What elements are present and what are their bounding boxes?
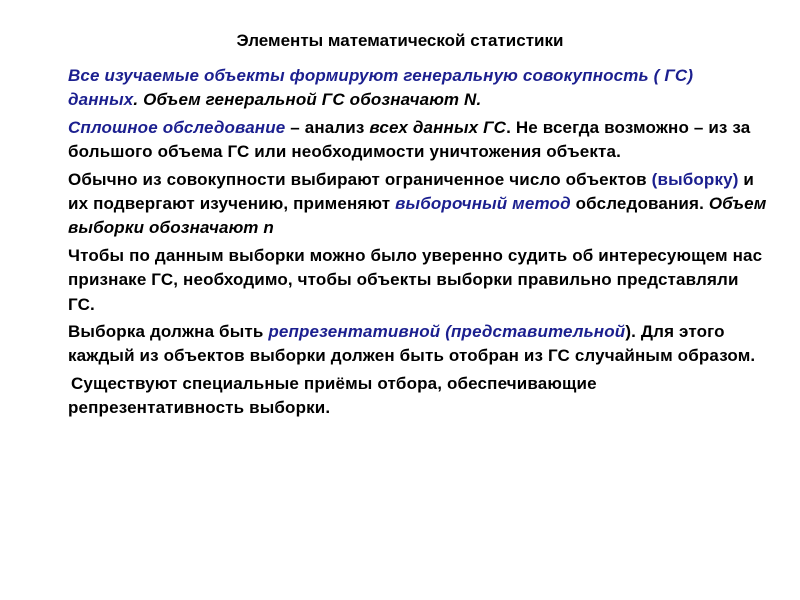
sampling-method-term: выборочный метод [395,194,571,214]
sample-volume: Объем выборки обозначают n [68,194,767,238]
full-survey-all-data: всех данных ГС [369,117,507,137]
full-survey-dash: – анализ [285,117,370,137]
paragraph-representative [68,320,768,369]
representative-random: ). Для этого каждый из объектов выборки должен быть отобран из ГС случайным образом. [68,322,756,366]
paragraph-sampling [68,168,768,241]
sample-term: (выборку) [651,169,739,189]
paragraph-sample-judgement: Чтобы по данным выборки можно было уверенно судить об интересующем нас признаке ГС, необходимо, чтобы объекты выборки правильно представляли ГС. [68,245,763,314]
sampling-intro: Обычно из совокупности выбирают ограниченное число объектов [68,169,652,189]
paragraph-general-population [68,64,768,113]
paragraph-selection-methods: Существуют специальные приёмы отбора, обеспечивающие репрезентативность выборки. [68,373,597,418]
sampling-survey: обследования. [570,194,709,214]
document-body [68,64,768,421]
general-population-volume: . Объем генеральной ГС обозначают N. [133,90,482,110]
representative-term: репрезентативной (представительной [268,322,626,342]
full-survey-term: Сплошное обследование [68,117,286,137]
sampling-study: и их подвергают изучению, применяют [68,169,755,214]
full-survey-limitation: . Не всегда возможно – из за большого объема ГС или необходимости уничтожения объекта. [68,117,751,162]
representative-intro: Выборка должна быть [68,322,269,342]
page-title: Элементы математической статистики [236,31,564,50]
paragraph-full-survey [68,116,768,165]
general-population-definition: Все изучаемые объекты формируют генеральную совокупность ( ГС) данных [68,66,694,110]
